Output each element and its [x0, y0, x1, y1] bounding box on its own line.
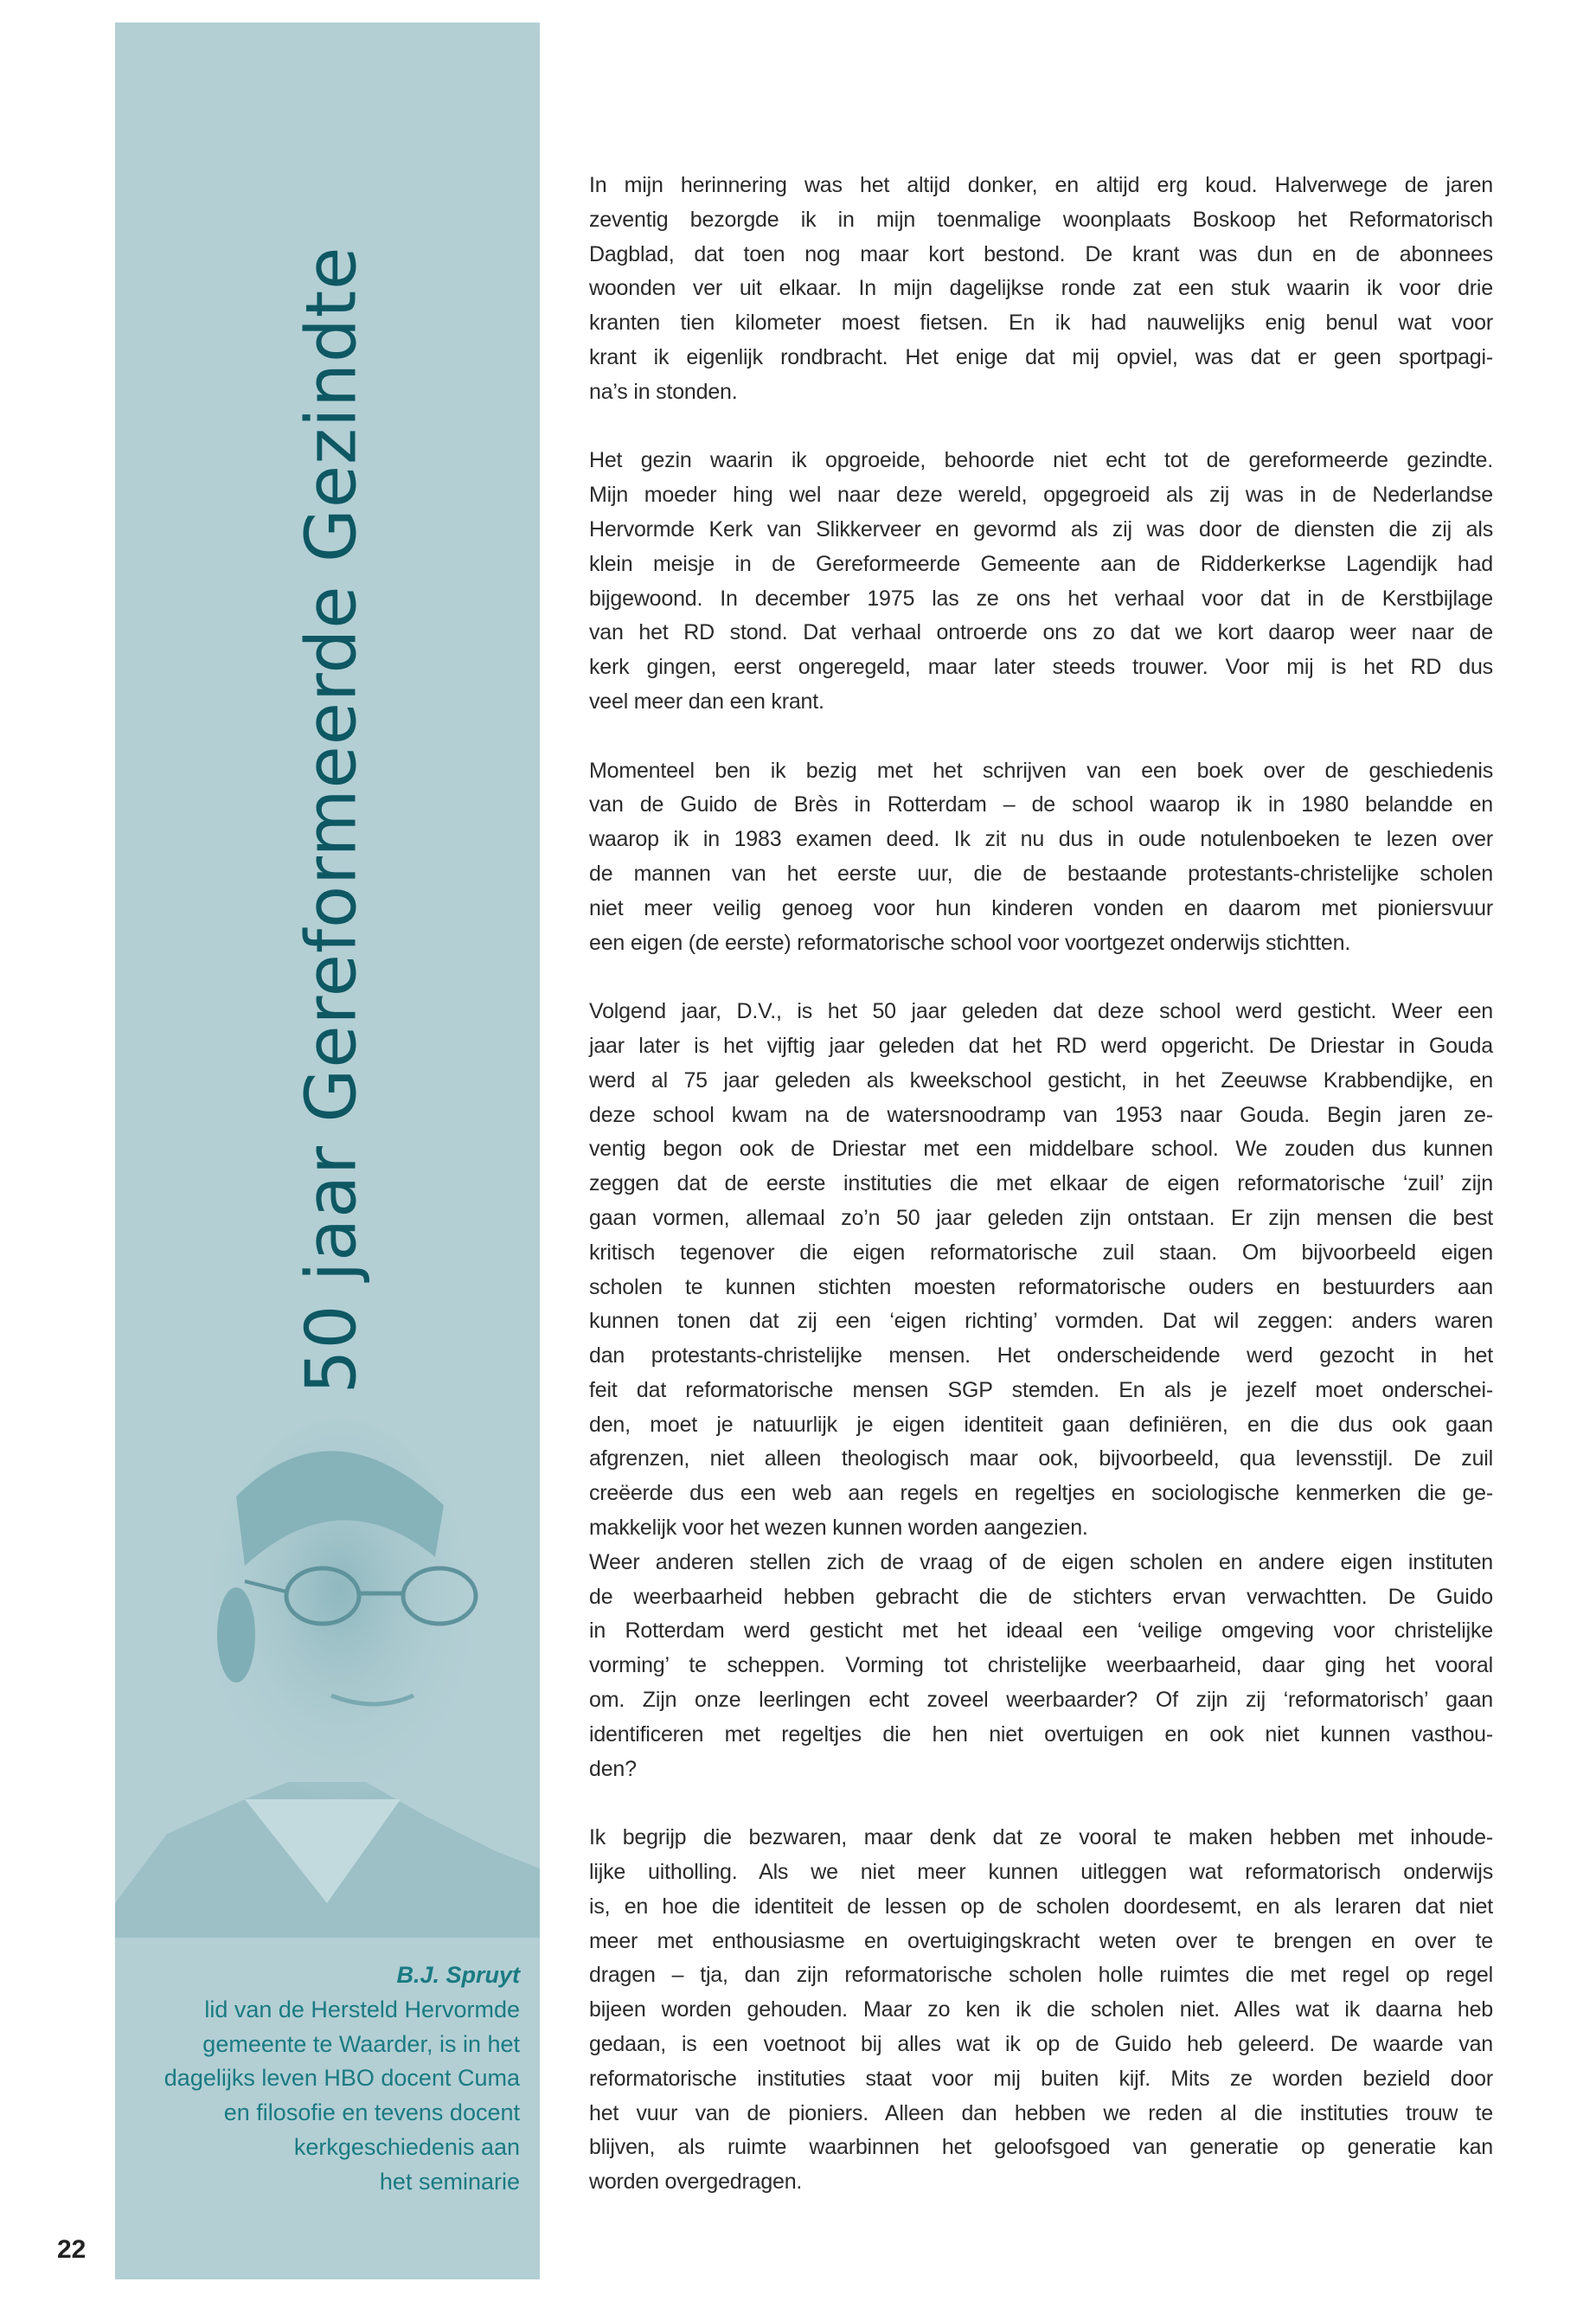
paragraph-line: den, moet je natuurlijk je eigen identiteit gaan definiëren, en die dus ook gaan — [589, 1412, 1493, 1437]
page-number: 22 — [57, 2235, 87, 2264]
paragraph-line: een eigen (de eerste) reformatorische school voor voortgezet onderwijs stichtten. — [589, 930, 1351, 955]
paragraph-line: Momenteel ben ik bezig met het schrijven van een boek over de geschiedenis — [589, 758, 1493, 783]
paragraph-line: Dagblad, dat toen nog maar kort bestond. De krant was dun en de abonnees — [589, 241, 1493, 266]
paragraph-line: zeventig bezorgde ik in mijn toenmalige woonplaats Boskoop het Reformatorisch — [589, 207, 1493, 232]
paragraph-line: den? — [589, 1756, 637, 1781]
paragraph-line: dan protestants-christelijke mensen. Het onderscheidende werd gezocht in het — [589, 1343, 1493, 1368]
paragraph-line: bijgewoond. In december 1975 las ze ons het verhaal voor dat in de Kerstbijlage — [589, 586, 1493, 611]
paragraph-line: lijke uitholling. Als we niet meer kunnen uitleggen wat reformatorisch onderwijs — [589, 1860, 1493, 1885]
article-paragraph — [589, 1821, 1493, 2200]
author-bio-line: en filosofie en tevens docent — [223, 2099, 520, 2126]
author-caption — [164, 1958, 520, 2200]
paragraph-line: klein meisje in de Gereformeerde Gemeente aan de Ridderkerkse Lagendijk had — [589, 551, 1493, 576]
paragraph-line: van de Guido de Brès in Rotterdam – de school waarop ik in 1980 belandde en — [589, 792, 1493, 817]
paragraph-line: blijven, als ruimte waarbinnen het geloofsgoed van generatie op generatie kan — [589, 2135, 1493, 2160]
paragraph-line: Ik begrijp die bezwaren, maar denk dat ze vooral te maken hebben met inhoude- — [589, 1825, 1493, 1850]
paragraph-line: krant ik eigenlijk rondbracht. Het enige dat mij opviel, was dat er geen sportpagi- — [589, 344, 1493, 369]
paragraph-line: zeggen dat de eerste instituties die met elkaar de eigen reformatorische ‘zuil’ zijn — [589, 1171, 1493, 1196]
paragraph-line: veel meer dan een krant. — [589, 689, 824, 714]
paragraph-line: reformatorische instituties staat voor mij buiten kijf. Mits ze worden bezield door — [589, 2066, 1493, 2091]
paragraph-line: feit dat reformatorische mensen SGP stemden. En als je jezelf moet onderschei- — [589, 1377, 1493, 1402]
article-paragraph — [589, 444, 1493, 719]
paragraph-line: in Rotterdam werd gesticht met het ideaal een ‘veilige omgeving voor christelijke — [589, 1618, 1493, 1644]
paragraph-line: Weer anderen stellen zich de vraag of de eigen scholen en andere eigen instituten — [589, 1549, 1493, 1574]
paragraph-line: scholen te kunnen stichten moesten reformatorische ouders en bestuurders aan — [589, 1274, 1493, 1299]
paragraph-line: makkelijk voor het wezen kunnen worden aangezien. — [589, 1516, 1088, 1541]
author-bio-line: gemeente te Waarder, is in het — [202, 2030, 520, 2057]
author-bio-line: dagelijks leven HBO docent Cuma — [163, 2065, 520, 2092]
author-bio-line: kerkgeschiedenis aan — [293, 2133, 520, 2160]
paragraph-line: werd al 75 jaar geleden als kweekschool gesticht, in het Zeeuwse Krabbendijke, en — [589, 1067, 1493, 1093]
paragraph-line: niet meer veilig genoeg voor hun kinderen vonden en daarom met pioniersvuur — [589, 895, 1493, 920]
page-title: 50 jaar Gereformeerde Gezindte — [291, 246, 372, 1394]
paragraph-line: dragen – tja, dan zijn reformatorische scholen holle ruimtes die met regel op regel — [589, 1963, 1493, 1988]
paragraph-line: gedaan, is een voetnoot bij alles wat ik op de Guido heb geleerd. De waarde van — [589, 2032, 1493, 2057]
paragraph-line: afgrenzen, niet alleen theologisch maar ook, bijvoorbeeld, qua levensstijl. De zuil — [589, 1446, 1493, 1471]
paragraph-line: kranten tien kilometer moest fietsen. En ik had nauwelijks enig benul wat voor — [589, 311, 1493, 336]
paragraph-line: gaan vormen, allemaal zo’n 50 jaar geleden zijn ontstaan. Er zijn mensen die best — [589, 1205, 1493, 1230]
paragraph-line: jaar later is het vijftig jaar geleden dat het RD werd opgericht. De Driestar in Gouda — [589, 1033, 1493, 1058]
paragraph-line: Hervormde Kerk van Slikkerveer en gevormd als zij was door de diensten die zij als — [589, 516, 1493, 542]
paragraph-line: In mijn herinnering was het altijd donker, en altijd erg koud. Halverwege de jaren — [589, 173, 1493, 197]
paragraph-line: kunnen tonen dat zij een ‘eigen richting’ vormden. Dat wil zeggen: anders waren — [589, 1309, 1493, 1334]
paragraph-line: is, en hoe die identiteit de lessen op de scholen doordesemt, en als leraren dat niet — [589, 1894, 1493, 1919]
paragraph-line: om. Zijn onze leerlingen echt zoveel weerbaarder? Of zijn zij ‘reformatorisch’ gaan — [589, 1688, 1493, 1713]
paragraph-line: deze school kwam na de watersnoodramp van 1953 naar Gouda. Begin jaren ze- — [589, 1102, 1493, 1127]
paragraph-line: Mijn moeder hing wel naar deze wereld, opgegroeid als zij was in de Nederlandse — [589, 483, 1493, 508]
paragraph-line: ventig begon ook de Driestar met een middelbare school. We zouden dus kunnen — [589, 1137, 1493, 1162]
paragraph-line: identificeren met regeltjes die hen niet overtuigen en ook niet kunnen vasthou- — [589, 1721, 1493, 1747]
paragraph-line: bijeen worden gehouden. Maar zo ken ik die scholen niet. Alles wat ik daarna heb — [589, 1997, 1493, 2022]
author-bio-line: lid van de Hersteld Hervormde — [204, 1996, 520, 2022]
article-paragraph — [589, 754, 1493, 961]
paragraph-line: kerk gingen, eerst ongeregeld, maar later steeds trouwer. Voor mij is het RD dus — [589, 655, 1493, 680]
article-paragraph — [589, 1546, 1493, 1787]
paragraph-line: na’s in stonden. — [589, 379, 738, 404]
paragraph-line: vorming’ te scheppen. Vorming tot christelijke weerbaarheid, daar ging het vooral — [589, 1653, 1493, 1678]
author-name: B.J. Spruyt — [396, 1962, 520, 1988]
paragraph-line: waarop ik in 1983 examen deed. Ik zit nu dus in oude notulenboeken te lezen over — [589, 827, 1493, 852]
paragraph-line: worden overgedragen. — [589, 2170, 803, 2195]
paragraph-line: Volgend jaar, D.V., is het 50 jaar geleden dat deze school werd gesticht. Weer een — [589, 999, 1493, 1024]
article-paragraph — [589, 169, 1493, 410]
paragraph-line: de mannen van het eerste uur, die de bestaande protestants-christelijke scholen — [589, 861, 1493, 886]
paragraph-line: meer met enthousiasme en overtuigingskracht weten over te brengen en over te — [589, 1928, 1493, 1953]
article-paragraph — [589, 995, 1493, 1546]
author-bio-line: het seminarie — [379, 2168, 520, 2195]
paragraph-line: van het RD stond. Dat verhaal ontroerde ons zo dat we kort daarop weer naar de — [589, 620, 1493, 645]
article-body — [589, 169, 1493, 2234]
paragraph-line: woonden ver uit elkaar. In mijn dagelijkse ronde zat een stuk waarin ik voor drie — [589, 276, 1493, 301]
paragraph-line: het vuur van de pioniers. Alleen dan hebben we reden al die instituties trouw te — [589, 2100, 1493, 2125]
paragraph-line: Het gezin waarin ik opgroeide, behoorde niet echt tot de gereformeerde gezindte. — [589, 448, 1493, 473]
author-portrait — [115, 1349, 540, 1938]
paragraph-line: de weerbaarheid hebben gebracht die de stichters ervan verwachtten. De Guido — [589, 1584, 1493, 1609]
paragraph-line: creëerde dus een web aan regels en regeltjes en sociologische kenmerken die ge- — [589, 1481, 1493, 1506]
paragraph-line: kritisch tegenover die eigen reformatorische zuil staan. Om bijvoorbeeld eigen — [589, 1240, 1493, 1265]
